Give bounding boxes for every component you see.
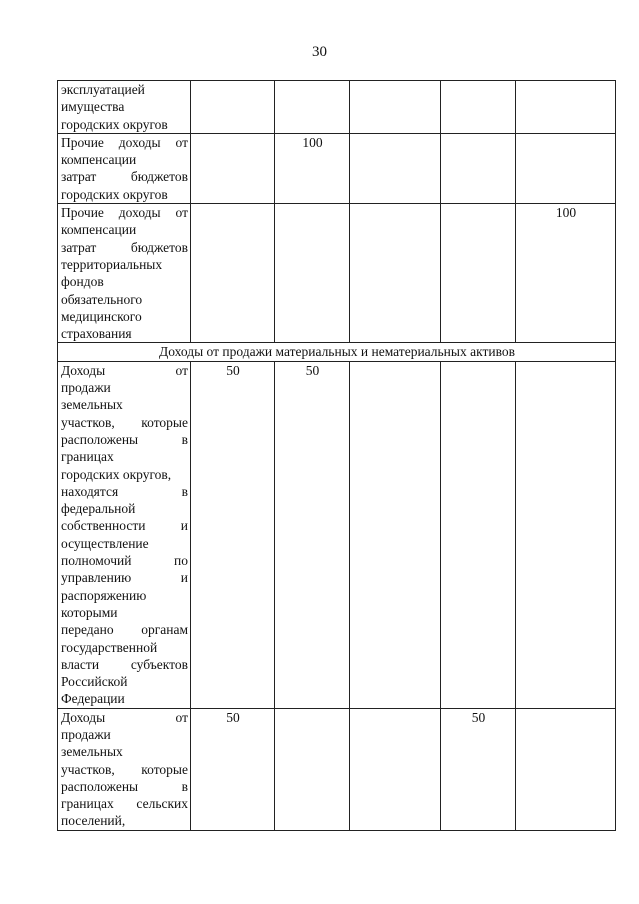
- revenue-name-line: продажи: [61, 380, 111, 396]
- revenue-name-line: эксплуатацией: [61, 82, 145, 97]
- revenue-name-line: управлению и: [61, 570, 188, 586]
- value-cell: [516, 361, 616, 708]
- revenue-name-line: городских округов,: [61, 466, 172, 482]
- revenue-name-line: участков, которые: [61, 414, 188, 430]
- value-cell: [350, 361, 441, 708]
- value-cell: 50: [441, 708, 516, 830]
- revenue-name-cell: [58, 361, 191, 708]
- value-cell: 100: [275, 133, 350, 203]
- revenue-name-line: собственности и: [61, 518, 188, 534]
- revenue-name-line: распоряжению: [61, 587, 147, 603]
- revenue-name-line: территориальных: [61, 256, 163, 272]
- revenue-name-line: власти субъектов: [61, 656, 188, 672]
- revenue-name-line: городских округов: [61, 186, 168, 202]
- revenue-name-line: продажи: [61, 726, 111, 742]
- revenue-name-line: границах сельских: [61, 796, 188, 812]
- value-cell: [516, 81, 616, 134]
- value-cell: [350, 708, 441, 830]
- revenue-name-cell: [58, 708, 191, 830]
- revenue-name-line: осуществление: [61, 535, 149, 551]
- revenue-name-line: обязательного: [61, 291, 143, 307]
- value-cell: [516, 708, 616, 830]
- revenue-name-line: поселений,: [61, 813, 126, 829]
- revenue-name-line: которыми: [61, 604, 118, 620]
- table-row: [58, 204, 616, 343]
- revenue-name-line: затрат бюджетов: [61, 239, 188, 255]
- revenue-name-line: границах: [61, 449, 114, 465]
- revenue-name-line: Прочие доходы от: [61, 134, 188, 150]
- revenue-name-line: полномочий по: [61, 553, 188, 569]
- value-cell: [441, 204, 516, 343]
- value-cell: 50: [191, 708, 275, 830]
- value-cell: [350, 81, 441, 134]
- revenue-name-cell: [58, 133, 191, 203]
- revenue-name-line: страхования: [61, 326, 132, 342]
- value-cell: [275, 81, 350, 134]
- value-cell: 50: [275, 361, 350, 708]
- revenue-name-line: Доходы от: [61, 362, 188, 378]
- page-number: 30: [312, 44, 327, 60]
- value-cell: [191, 133, 275, 203]
- revenue-name-line: Российской: [61, 674, 128, 690]
- table-row: [58, 133, 616, 203]
- value-cell: 50: [191, 361, 275, 708]
- revenue-name-line: имущества: [61, 99, 125, 115]
- revenue-name-line: находятся в: [61, 483, 188, 499]
- value-cell: [441, 133, 516, 203]
- value-cell: [516, 133, 616, 203]
- revenue-name-cell: [58, 204, 191, 343]
- revenue-name-line: городских округов: [61, 116, 168, 132]
- section-title: Доходы от продажи материальных и нематериальных активов: [58, 343, 616, 361]
- value-cell: [350, 204, 441, 343]
- table-row: [58, 81, 616, 134]
- table-row: [58, 708, 616, 830]
- revenue-name-cell: [58, 81, 191, 134]
- revenue-name-line: затрат бюджетов: [61, 169, 188, 185]
- revenue-name-line: медицинского: [61, 308, 142, 324]
- revenue-name-line: государственной: [61, 639, 158, 655]
- table-row: [58, 361, 616, 708]
- revenue-name-line: федеральной: [61, 501, 136, 517]
- budget-revenue-table: [57, 80, 616, 831]
- value-cell: [275, 708, 350, 830]
- revenue-name-line: фондов: [61, 274, 104, 290]
- revenue-name-line: компенсации: [61, 152, 137, 168]
- revenue-name-line: расположены в: [61, 431, 188, 447]
- value-cell: [350, 133, 441, 203]
- revenue-name-line: Доходы от: [61, 709, 188, 725]
- value-cell: [191, 204, 275, 343]
- section-row: [58, 343, 616, 361]
- value-cell: 100: [516, 204, 616, 343]
- revenue-name-line: Федерации: [61, 691, 125, 707]
- value-cell: [275, 204, 350, 343]
- revenue-name-line: компенсации: [61, 222, 137, 238]
- revenue-name-line: участков, которые: [61, 761, 188, 777]
- revenue-name-line: Прочие доходы от: [61, 205, 188, 221]
- value-cell: [441, 81, 516, 134]
- revenue-name-line: земельных: [61, 744, 123, 760]
- revenue-name-line: расположены в: [61, 778, 188, 794]
- value-cell: [191, 81, 275, 134]
- value-cell: [441, 361, 516, 708]
- revenue-name-line: земельных: [61, 397, 123, 413]
- revenue-name-line: передано органам: [61, 622, 188, 638]
